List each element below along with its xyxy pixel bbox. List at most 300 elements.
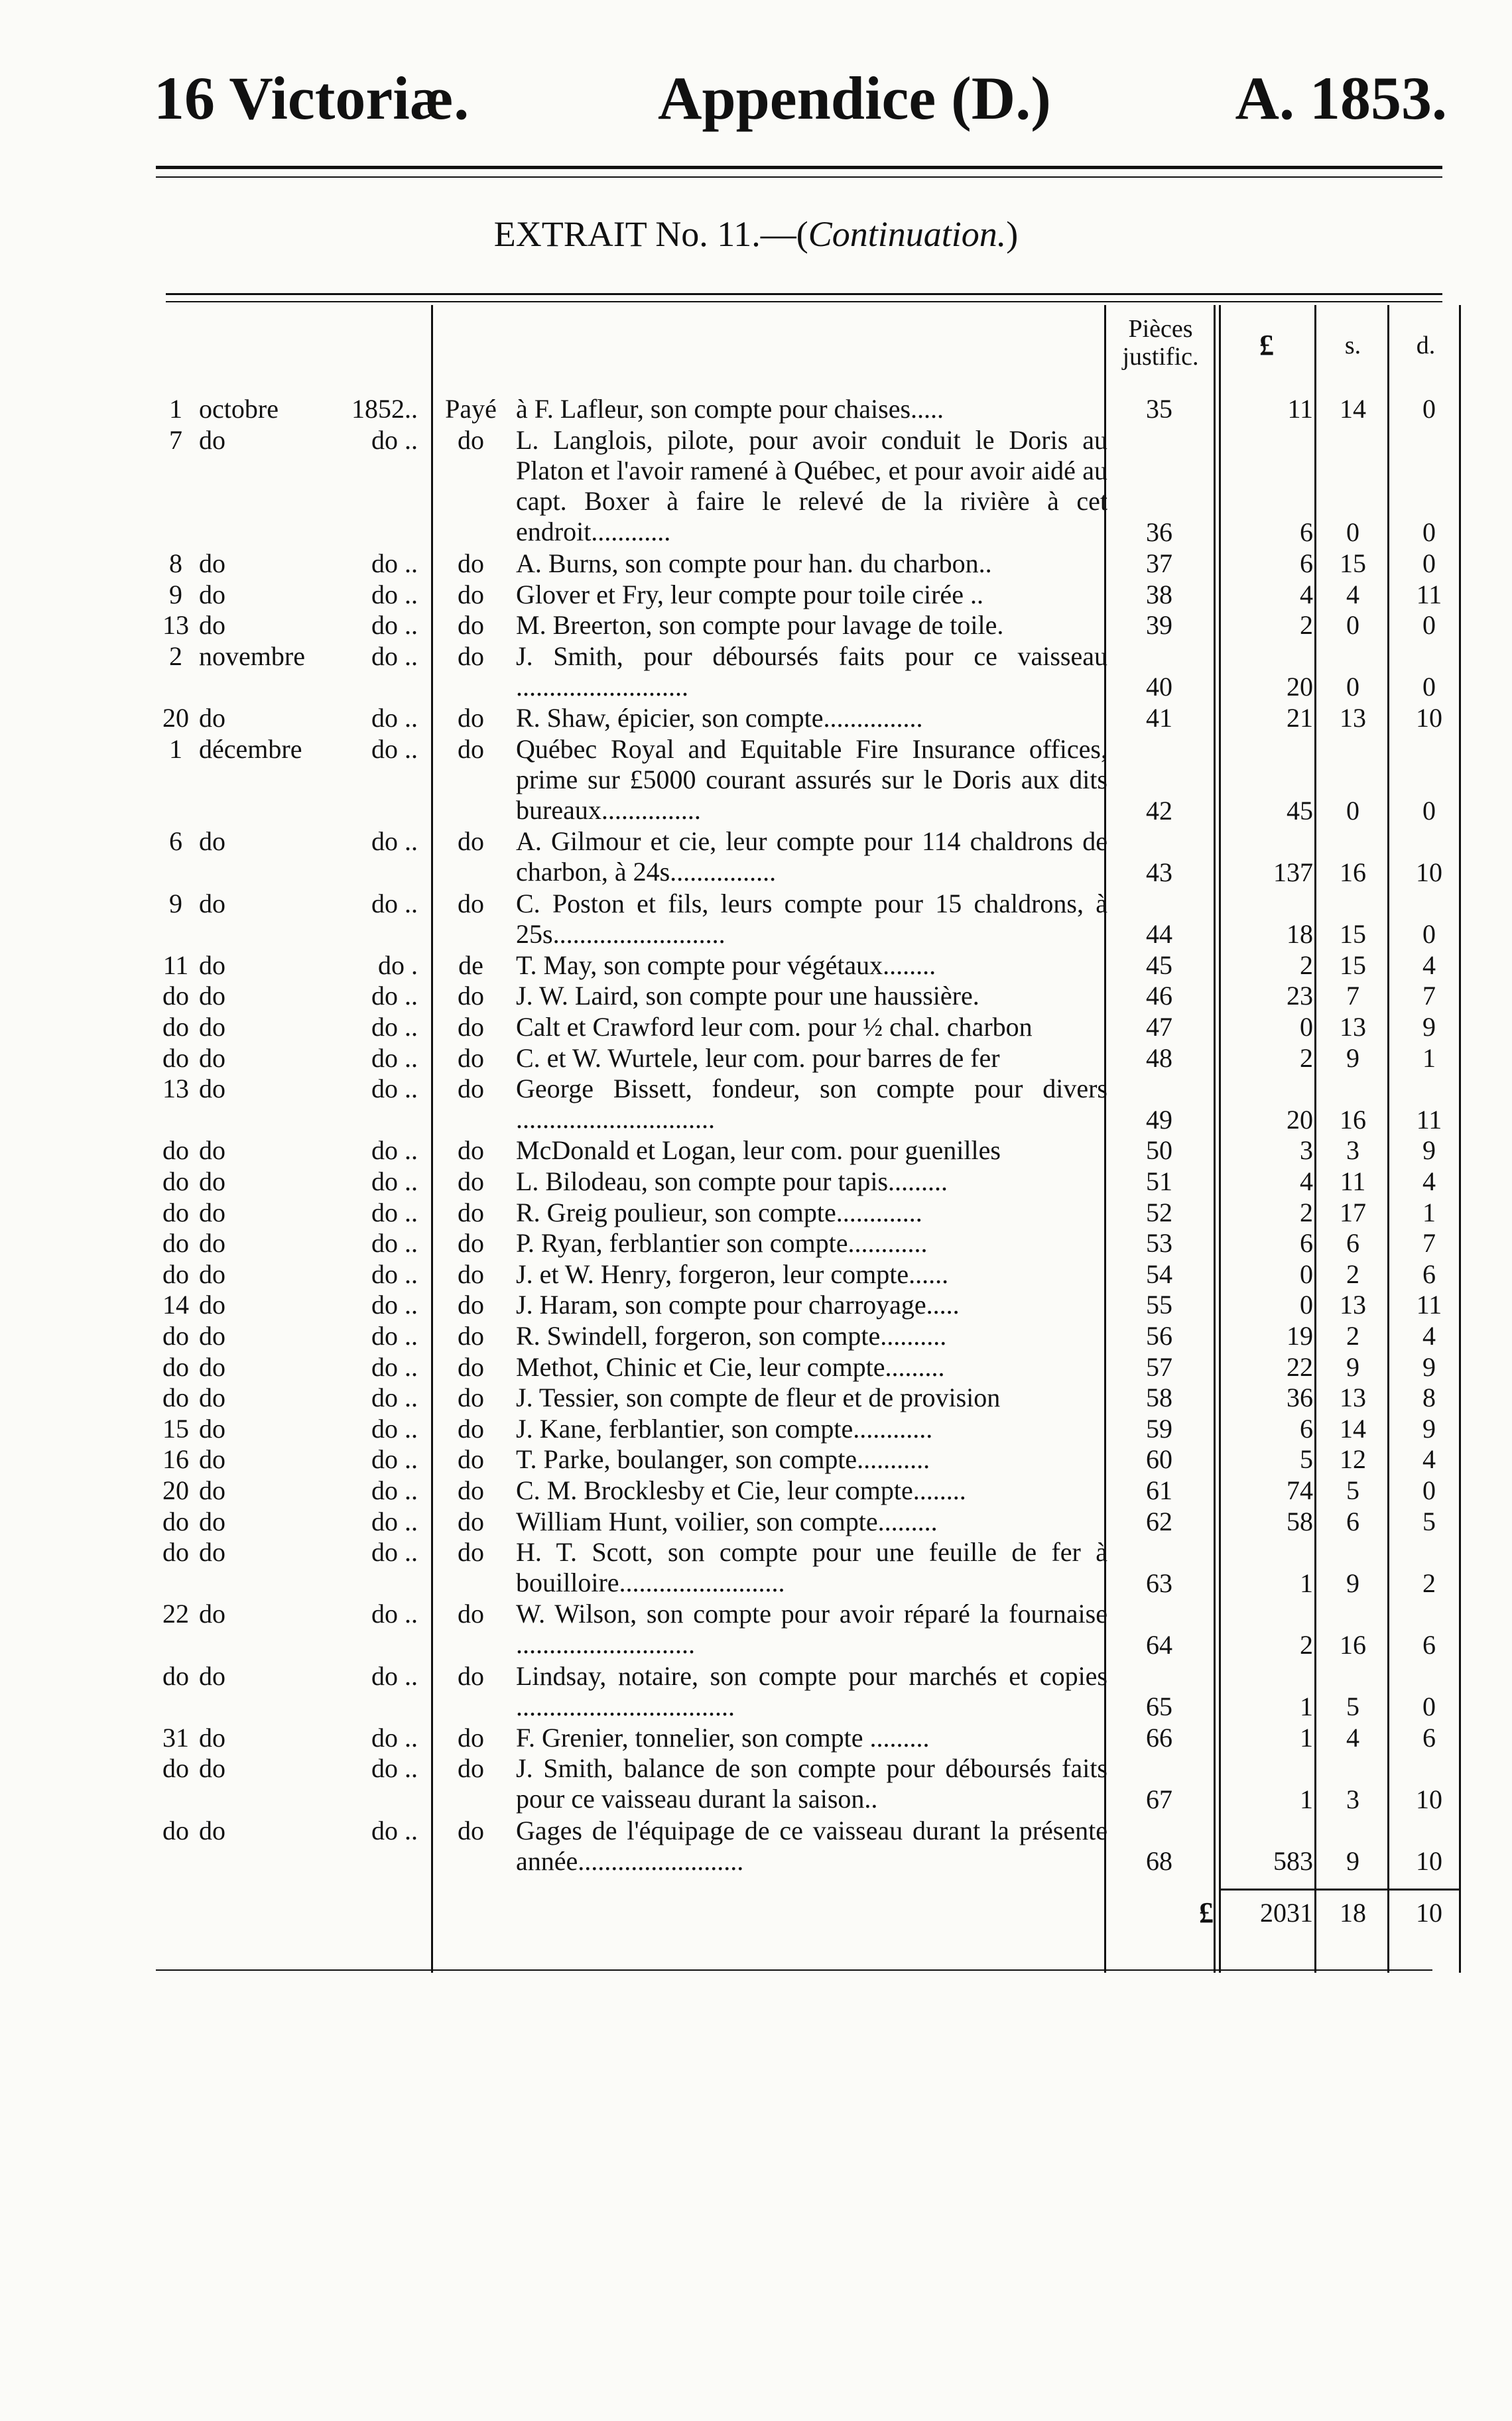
entry-shillings: 11 (1340, 1166, 1366, 1196)
entry-voucher: 46 (1146, 981, 1172, 1011)
entry-pounds: 21 (1287, 703, 1313, 733)
entry-pence: 6 (1422, 1629, 1436, 1660)
entry-description: à F. Lafleur, son compte pour chaises..... (516, 394, 944, 424)
entry-shillings: 9 (1346, 1568, 1359, 1598)
entry-description: A. Burns, son compte pour han. du charbon.. (516, 548, 992, 578)
entry-description: R. Greig poulieur, son compte............. (516, 1197, 922, 1227)
entry-pence: 8 (1422, 1383, 1436, 1413)
entry-voucher: 48 (1146, 1042, 1172, 1073)
entry-day: do (162, 1042, 189, 1073)
entry-description: L. Bilodeau, son compte pour tapis......... (516, 1166, 948, 1196)
entry-voucher: 65 (1146, 1692, 1172, 1722)
entry-pounds: 1 (1300, 1722, 1313, 1753)
entry-pounds: 1 (1300, 1692, 1313, 1722)
entry-voucher: 39 (1146, 610, 1172, 641)
entry-year: do .. (371, 1475, 418, 1505)
entry-year: do . (378, 950, 418, 980)
entry-year: 1852.. (351, 394, 418, 424)
entry-description: C. M. Brocklesby et Cie, leur compte........ (516, 1475, 966, 1505)
entry-prefix: do (458, 1290, 484, 1320)
entry-pounds: 6 (1300, 1413, 1313, 1444)
entry-day: 1 (169, 733, 182, 764)
entry-pounds: 1 (1300, 1784, 1313, 1814)
entry-month: do (199, 1383, 225, 1413)
entry-year: do .. (371, 1228, 418, 1259)
entry-description: L. Langlois, pilote, pour avoir conduit le Doris au Platon et l'avoir ramené à Québec, et pour avoir aidé au capt. Boxer à faire le relevé de la rivière à cet endroit............ (516, 424, 1107, 546)
entry-pounds: 137 (1273, 857, 1313, 887)
entry-shillings: 4 (1346, 1722, 1359, 1753)
entry-month: do (199, 1321, 225, 1351)
entry-shillings: 9 (1346, 1042, 1359, 1073)
entry-pence: 10 (1416, 1784, 1442, 1814)
entry-year: do .. (371, 1506, 418, 1536)
entry-shillings: 16 (1340, 857, 1366, 887)
entry-pence: 4 (1422, 1321, 1436, 1351)
entry-year: do .. (371, 1383, 418, 1413)
entry-prefix: do (458, 1537, 484, 1568)
col-divider-date (431, 305, 433, 1973)
entry-year: do .. (371, 1259, 418, 1289)
entry-voucher: 64 (1146, 1629, 1172, 1660)
entry-voucher: 45 (1146, 950, 1172, 980)
entry-voucher: 54 (1146, 1259, 1172, 1289)
entry-month: do (199, 1197, 225, 1227)
entry-shillings: 15 (1340, 950, 1366, 980)
entry-month: novembre (199, 641, 305, 671)
entry-year: do .. (371, 1537, 418, 1568)
entry-pence: 10 (1416, 703, 1442, 733)
entry-day: do (162, 981, 189, 1011)
entry-pounds: 20 (1287, 672, 1313, 702)
entry-shillings: 15 (1340, 919, 1366, 950)
extrait-title (0, 211, 1512, 257)
entry-pounds: 2 (1300, 1197, 1313, 1227)
entry-year: do .. (371, 1321, 418, 1351)
entry-year: do .. (371, 1599, 418, 1629)
entry-pence: 11 (1416, 1290, 1442, 1320)
entry-pounds: 6 (1300, 517, 1313, 548)
entry-month: do (199, 1599, 225, 1629)
entry-voucher: 59 (1146, 1413, 1172, 1444)
entry-pounds: 0 (1300, 1012, 1313, 1042)
entry-pence: 11 (1416, 1104, 1442, 1135)
entry-prefix: do (458, 1351, 484, 1382)
entry-pence: 0 (1422, 394, 1436, 424)
entry-day: do (162, 1383, 189, 1413)
entry-description: J. et W. Henry, forgeron, leur compte...... (516, 1259, 949, 1289)
entry-description: J. Tessier, son compte de fleur et de provision (516, 1383, 1001, 1413)
entry-description: H. T. Scott, son compte pour une feuille de fer à bouilloire......................... (516, 1537, 1107, 1598)
entry-pounds: 23 (1287, 981, 1313, 1011)
entry-prefix: de (458, 950, 483, 980)
entry-prefix: do (458, 1815, 484, 1845)
entry-shillings: 13 (1340, 1290, 1366, 1320)
entry-voucher: 68 (1146, 1846, 1172, 1877)
entry-shillings: 3 (1346, 1784, 1359, 1814)
header-left: 16 Victoriæ. (154, 64, 470, 132)
entry-pence: 9 (1422, 1413, 1436, 1444)
entry-shillings: 6 (1346, 1506, 1359, 1536)
entry-description: W. Wilson, son compte pour avoir réparé la fournaise ........................... (516, 1599, 1107, 1660)
entry-month: do (199, 610, 225, 641)
entry-prefix: do (458, 1660, 484, 1691)
entry-description: C. Poston et fils, leurs compte pour 15 chaldrons, à 25s.......................... (516, 888, 1107, 949)
entry-voucher: 52 (1146, 1197, 1172, 1227)
entry-pence: 1 (1422, 1042, 1436, 1073)
entry-month: do (199, 981, 225, 1011)
entry-day: 8 (169, 548, 182, 578)
entry-voucher: 49 (1146, 1104, 1172, 1135)
entry-month: do (199, 579, 225, 609)
entry-shillings: 2 (1346, 1321, 1359, 1351)
entry-month: do (199, 1166, 225, 1196)
entry-description: J. Haram, son compte pour charroyage..... (516, 1290, 960, 1320)
entry-description: George Bissett, fondeur, son compte pour divers .............................. (516, 1074, 1107, 1135)
entry-year: do .. (371, 1444, 418, 1475)
entry-day: 6 (169, 826, 182, 857)
entry-shillings: 9 (1346, 1351, 1359, 1382)
col-head-pence: d. (1416, 332, 1436, 359)
entry-month: do (199, 1351, 225, 1382)
entry-month: do (199, 1259, 225, 1289)
entry-shillings: 0 (1346, 610, 1359, 641)
entry-pence: 9 (1422, 1012, 1436, 1042)
entry-day: 2 (169, 641, 182, 671)
entry-prefix: do (458, 610, 484, 641)
total-pence: 10 (1416, 1898, 1442, 1928)
entry-pounds: 20 (1287, 1104, 1313, 1135)
entry-voucher: 40 (1146, 672, 1172, 702)
entry-pence: 4 (1422, 1166, 1436, 1196)
entry-year: do .. (371, 641, 418, 671)
entry-day: do (162, 1537, 189, 1568)
table-bottom-rule (156, 1969, 1432, 1971)
entry-shillings: 5 (1346, 1475, 1359, 1505)
table-top-rule-2 (166, 301, 1442, 302)
entry-prefix: do (458, 1753, 484, 1784)
col-divider-shillings (1387, 305, 1389, 1973)
entry-pence: 11 (1416, 579, 1442, 609)
entry-pence: 6 (1422, 1722, 1436, 1753)
entry-month: do (199, 1475, 225, 1505)
entry-day: do (162, 1321, 189, 1351)
entry-year: do .. (371, 1074, 418, 1104)
entry-pence: 2 (1422, 1568, 1436, 1598)
entry-day: do (162, 1166, 189, 1196)
extrait-prefix: EXTRAIT No. 11.—( (493, 214, 808, 254)
entry-pounds: 18 (1287, 919, 1313, 950)
entry-prefix: do (458, 1166, 484, 1196)
col-divider-voucher (1214, 305, 1216, 1973)
entry-pounds: 74 (1287, 1475, 1313, 1505)
entry-voucher: 37 (1146, 548, 1172, 578)
entry-pounds: 4 (1300, 1166, 1313, 1196)
entry-pence: 0 (1422, 517, 1436, 548)
entry-year: do .. (371, 826, 418, 857)
entry-year: do .. (371, 703, 418, 733)
entry-voucher: 51 (1146, 1166, 1172, 1196)
entry-prefix: do (458, 1321, 484, 1351)
entry-day: do (162, 1259, 189, 1289)
entry-year: do .. (371, 1815, 418, 1845)
entry-description: M. Breerton, son compte pour lavage de toile. (516, 610, 1004, 641)
entry-pence: 0 (1422, 1475, 1436, 1505)
entry-shillings: 16 (1340, 1629, 1366, 1660)
entry-prefix: do (458, 1197, 484, 1227)
entry-prefix: do (458, 703, 484, 733)
entry-prefix: do (458, 733, 484, 764)
header-center: Appendice (D.) (658, 64, 1051, 132)
entry-day: 20 (162, 703, 189, 733)
entry-description: Lindsay, notaire, son compte pour marchés et copies ................................. (516, 1660, 1107, 1721)
entry-day: 9 (169, 579, 182, 609)
entry-prefix: do (458, 1228, 484, 1259)
entry-day: do (162, 1815, 189, 1845)
entry-prefix: do (458, 548, 484, 578)
entry-prefix: do (458, 826, 484, 857)
entry-description: T. Parke, boulanger, son compte........... (516, 1444, 930, 1475)
entry-voucher: 62 (1146, 1506, 1172, 1536)
entry-prefix: do (458, 1599, 484, 1629)
entry-prefix: do (458, 1722, 484, 1753)
entry-prefix: do (458, 579, 484, 609)
entry-year: do .. (371, 1135, 418, 1166)
entry-pence: 9 (1422, 1351, 1436, 1382)
entry-voucher: 35 (1146, 394, 1172, 424)
entry-voucher: 36 (1146, 517, 1172, 548)
entry-voucher: 42 (1146, 795, 1172, 826)
entry-shillings: 2 (1346, 1259, 1359, 1289)
entry-description: J. Kane, ferblantier, son compte............ (516, 1413, 933, 1444)
entry-prefix: do (458, 424, 484, 455)
entry-year: do .. (371, 610, 418, 641)
entry-shillings: 14 (1340, 1413, 1366, 1444)
entry-description: Methot, Chinic et Cie, leur compte......... (516, 1351, 945, 1382)
entry-day: 13 (162, 1074, 189, 1104)
entry-pounds: 1 (1300, 1568, 1313, 1598)
entry-day: do (162, 1228, 189, 1259)
entry-pence: 10 (1416, 857, 1442, 887)
entry-voucher: 50 (1146, 1135, 1172, 1166)
entry-pounds: 5 (1300, 1444, 1313, 1475)
entry-prefix: do (458, 1135, 484, 1166)
entry-year: do .. (371, 1197, 418, 1227)
entry-pounds: 6 (1300, 548, 1313, 578)
entry-shillings: 17 (1340, 1197, 1366, 1227)
entry-description: F. Grenier, tonnelier, son compte ......... (516, 1722, 930, 1753)
entry-shillings: 13 (1340, 1383, 1366, 1413)
entry-description: C. et W. Wurtele, leur com. pour barres de fer (516, 1042, 1000, 1073)
entry-month: do (199, 1290, 225, 1320)
entry-voucher: 63 (1146, 1568, 1172, 1598)
entry-pounds: 2 (1300, 610, 1313, 641)
entry-voucher: 41 (1146, 703, 1172, 733)
entry-description: R. Swindell, forgeron, son compte.......... (516, 1321, 947, 1351)
entry-pence: 6 (1422, 1259, 1436, 1289)
entry-prefix: do (458, 1444, 484, 1475)
entry-prefix: do (458, 1383, 484, 1413)
entry-day: 13 (162, 610, 189, 641)
entry-year: do .. (371, 1166, 418, 1196)
entry-pounds: 6 (1300, 1228, 1313, 1259)
entry-description: J. Smith, pour déboursés faits pour ce vaisseau .......................... (516, 641, 1107, 702)
entry-pence: 1 (1422, 1197, 1436, 1227)
entry-month: do (199, 888, 225, 918)
entry-month: do (199, 1722, 225, 1753)
entry-voucher: 66 (1146, 1722, 1172, 1753)
entry-shillings: 3 (1346, 1135, 1359, 1166)
entry-pounds: 3 (1300, 1135, 1313, 1166)
total-sign: £ (1199, 1896, 1214, 1929)
entry-year: do .. (371, 888, 418, 918)
entry-year: do .. (371, 1413, 418, 1444)
total-rule (1220, 1889, 1460, 1891)
entry-year: do .. (371, 424, 418, 455)
entry-pence: 0 (1422, 919, 1436, 950)
entry-prefix: do (458, 1413, 484, 1444)
entry-shillings: 0 (1346, 517, 1359, 548)
entry-month: do (199, 1753, 225, 1784)
entry-voucher: 53 (1146, 1228, 1172, 1259)
entry-voucher: 58 (1146, 1383, 1172, 1413)
entry-prefix: do (458, 981, 484, 1011)
entry-pounds: 11 (1287, 394, 1313, 424)
entry-description: Québec Royal and Equitable Fire Insurance offices, prime sur £5000 courant assurés sur le Doris aux dits bureaux............... (516, 733, 1107, 825)
entry-month: octobre (199, 394, 279, 424)
entry-year: do .. (371, 981, 418, 1011)
entry-voucher: 67 (1146, 1784, 1172, 1814)
entry-day: 31 (162, 1722, 189, 1753)
entry-voucher: 43 (1146, 857, 1172, 887)
entry-pence: 10 (1416, 1846, 1442, 1877)
header-right: A. 1853. (1235, 64, 1447, 132)
entry-month: décembre (199, 733, 302, 764)
entry-day: do (162, 1012, 189, 1042)
entry-year: do .. (371, 548, 418, 578)
entry-day: 16 (162, 1444, 189, 1475)
entry-voucher: 55 (1146, 1290, 1172, 1320)
header-rule-thin (156, 176, 1442, 178)
entry-pounds: 583 (1273, 1846, 1313, 1877)
entry-month: do (199, 1660, 225, 1691)
entry-day: do (162, 1135, 189, 1166)
entry-description: A. Gilmour et cie, leur compte pour 114 chaldrons de charbon, à 24s................ (516, 826, 1107, 887)
entry-pence: 0 (1422, 610, 1436, 641)
entry-prefix: do (458, 1012, 484, 1042)
entry-pence: 7 (1422, 981, 1436, 1011)
entry-shillings: 6 (1346, 1228, 1359, 1259)
entry-year: do .. (371, 1722, 418, 1753)
entry-pounds: 2 (1300, 1042, 1313, 1073)
entry-month: do (199, 1413, 225, 1444)
entry-shillings: 13 (1340, 1012, 1366, 1042)
entry-description: McDonald et Logan, leur com. pour guenilles (516, 1135, 1001, 1166)
entry-shillings: 16 (1340, 1104, 1366, 1135)
total-shillings: 18 (1340, 1898, 1366, 1928)
entry-year: do .. (371, 733, 418, 764)
entry-prefix: do (458, 1259, 484, 1289)
table-top-rule (166, 293, 1442, 295)
entry-description: J. W. Laird, son compte pour une haussière. (516, 981, 979, 1011)
entry-month: do (199, 950, 225, 980)
entry-shillings: 9 (1346, 1846, 1359, 1877)
entry-shillings: 0 (1346, 672, 1359, 702)
entry-pounds: 0 (1300, 1290, 1313, 1320)
entry-pence: 0 (1422, 795, 1436, 826)
entry-day: 7 (169, 424, 182, 455)
entry-description: J. Smith, balance de son compte pour déboursés faits pour ce vaisseau durant la saison.. (516, 1753, 1107, 1814)
entry-pounds: 45 (1287, 795, 1313, 826)
entry-voucher: 60 (1146, 1444, 1172, 1475)
entry-pence: 5 (1422, 1506, 1436, 1536)
entry-prefix: Payé (445, 394, 497, 424)
entry-shillings: 15 (1340, 548, 1366, 578)
entry-prefix: do (458, 1475, 484, 1505)
entry-description: Gages de l'équipage de ce vaisseau durant la présente année......................... (516, 1815, 1107, 1876)
entry-day: do (162, 1753, 189, 1784)
entry-month: do (199, 1444, 225, 1475)
entry-month: do (199, 826, 225, 857)
entry-month: do (199, 1506, 225, 1536)
extrait-suffix: ) (1006, 214, 1019, 254)
entry-shillings: 4 (1346, 579, 1359, 609)
entry-year: do .. (371, 1012, 418, 1042)
entry-day: 1 (169, 394, 182, 424)
entry-day: do (162, 1351, 189, 1382)
entry-month: do (199, 424, 225, 455)
col-head-shillings: s. (1344, 332, 1361, 359)
entry-pounds: 19 (1287, 1321, 1313, 1351)
entry-pence: 9 (1422, 1135, 1436, 1166)
entry-description: Glover et Fry, leur compte pour toile cirée .. (516, 579, 983, 609)
entry-month: do (199, 1012, 225, 1042)
entry-voucher: 47 (1146, 1012, 1172, 1042)
entry-month: do (199, 1135, 225, 1166)
entry-shillings: 5 (1346, 1692, 1359, 1722)
entry-shillings: 0 (1346, 795, 1359, 826)
entry-month: do (199, 1042, 225, 1073)
entry-day: do (162, 1506, 189, 1536)
entry-day: 15 (162, 1413, 189, 1444)
entry-month: do (199, 548, 225, 578)
col-head-pounds: £ (1259, 329, 1274, 361)
entry-prefix: do (458, 1042, 484, 1073)
col-divider-pounds (1314, 305, 1316, 1973)
entry-description: R. Shaw, épicier, son compte............... (516, 703, 923, 733)
entry-day: 20 (162, 1475, 189, 1505)
entry-shillings: 7 (1346, 981, 1359, 1011)
entry-year: do .. (371, 1753, 418, 1784)
entry-pounds: 2 (1300, 1629, 1313, 1660)
entry-month: do (199, 703, 225, 733)
entry-day: do (162, 1197, 189, 1227)
entry-pence: 4 (1422, 950, 1436, 980)
entry-prefix: do (458, 888, 484, 918)
entry-pence: 0 (1422, 548, 1436, 578)
entry-voucher: 38 (1146, 579, 1172, 609)
entry-prefix: do (458, 641, 484, 671)
entry-voucher: 56 (1146, 1321, 1172, 1351)
entry-day: 14 (162, 1290, 189, 1320)
entry-pence: 0 (1422, 1692, 1436, 1722)
entry-pounds: 2 (1300, 950, 1313, 980)
entry-pounds: 22 (1287, 1351, 1313, 1382)
entry-year: do .. (371, 1660, 418, 1691)
entry-pence: 4 (1422, 1444, 1436, 1475)
entry-shillings: 13 (1340, 703, 1366, 733)
entry-pence: 7 (1422, 1228, 1436, 1259)
entry-shillings: 12 (1340, 1444, 1366, 1475)
